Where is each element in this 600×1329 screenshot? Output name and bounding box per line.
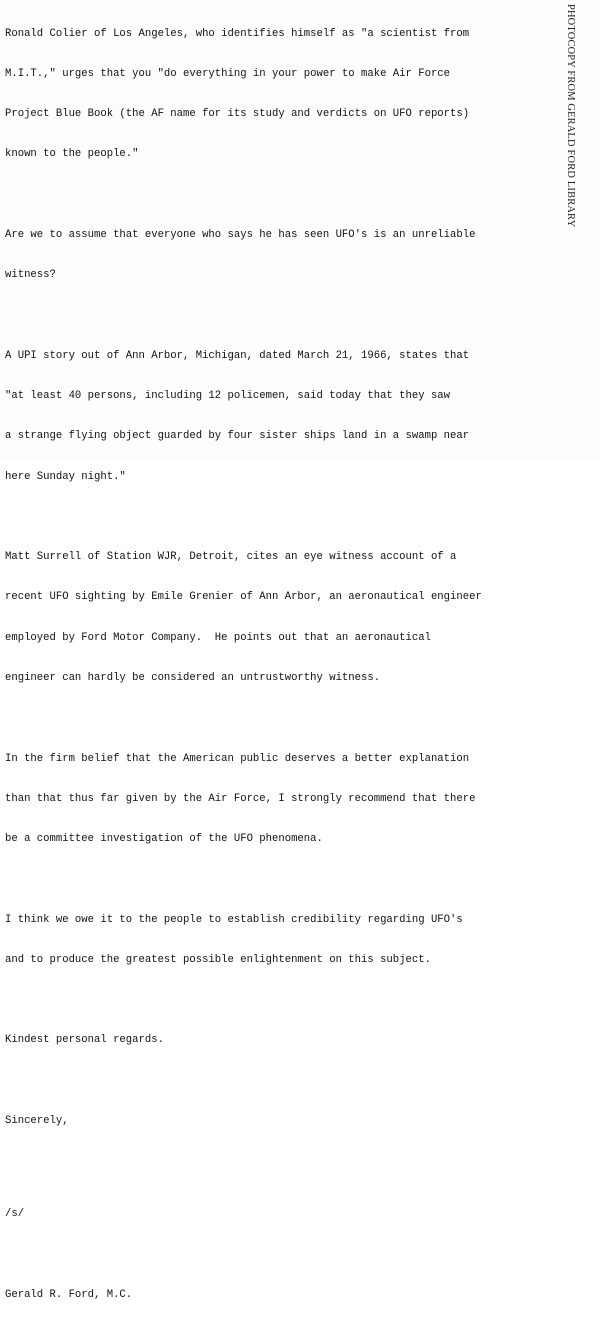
text-line: witness? <box>5 269 56 282</box>
text-line: employed by Ford Motor Company. He points out that an aeronautical <box>5 631 431 644</box>
paragraph-credibility <box>5 887 565 994</box>
text-line: engineer can hardly be considered an untrustworthy witness. <box>5 671 381 684</box>
text-line: here Sunday night." <box>5 470 126 483</box>
text-line: I think we owe it to the people to establish credibility regarding UFO's <box>5 913 463 926</box>
closing-sincerely <box>5 1088 565 1155</box>
library-stamp <box>556 4 596 454</box>
paragraph-recommendation <box>5 726 565 873</box>
signature-s: /s/ <box>5 1208 25 1221</box>
text-line: be a committee investigation of the UFO phenomena. <box>5 832 323 845</box>
paragraph-upi-story <box>5 323 565 511</box>
text-line: Are we to assume that everyone who says he has seen UFO's is an unreliable <box>5 229 476 242</box>
text-line: Matt Surrell of Station WJR, Detroit, cites an eye witness account of a <box>5 551 457 564</box>
text-line: M.I.T.," urges that you "do everything in your power to make Air Force <box>5 68 451 81</box>
text-line: Project Blue Book (the AF name for its study and verdicts on UFO reports) <box>5 108 470 121</box>
text-line: Ronald Colier of Los Angeles, who identifies himself as "a scientist from <box>5 27 470 40</box>
paragraph-question <box>5 202 565 309</box>
text-line: A UPI story out of Ann Arbor, Michigan, dated March 21, 1966, states that <box>5 349 470 362</box>
text-line: a strange flying object guarded by four sister ships land in a swamp near <box>5 430 470 443</box>
letter-body <box>5 1 565 1329</box>
closing-regards <box>5 1008 565 1075</box>
paragraph-colier <box>5 1 565 189</box>
text-line: known to the people." <box>5 148 139 161</box>
text-line: than that thus far given by the Air Force, I strongly recommend that there <box>5 792 476 805</box>
signature-mark <box>5 1181 565 1248</box>
signer-name: Gerald R. Ford, M.C. <box>5 1288 133 1301</box>
signer-name-block <box>5 1262 565 1329</box>
library-stamp-text: PHOTOCOPY FROM GERALD FORD LIBRARY <box>565 4 576 228</box>
text-line: Kindest personal regards. <box>5 1034 164 1047</box>
text-line: Sincerely, <box>5 1115 69 1128</box>
text-line: In the firm belief that the American public deserves a better explanation <box>5 752 470 765</box>
paragraph-wjr-witness <box>5 524 565 712</box>
text-line: and to produce the greatest possible enlightenment on this subject. <box>5 953 431 966</box>
text-line: "at least 40 persons, including 12 policemen, said today that they saw <box>5 390 451 403</box>
text-line: recent UFO sighting by Emile Grenier of Ann Arbor, an aeronautical engineer <box>5 591 482 604</box>
